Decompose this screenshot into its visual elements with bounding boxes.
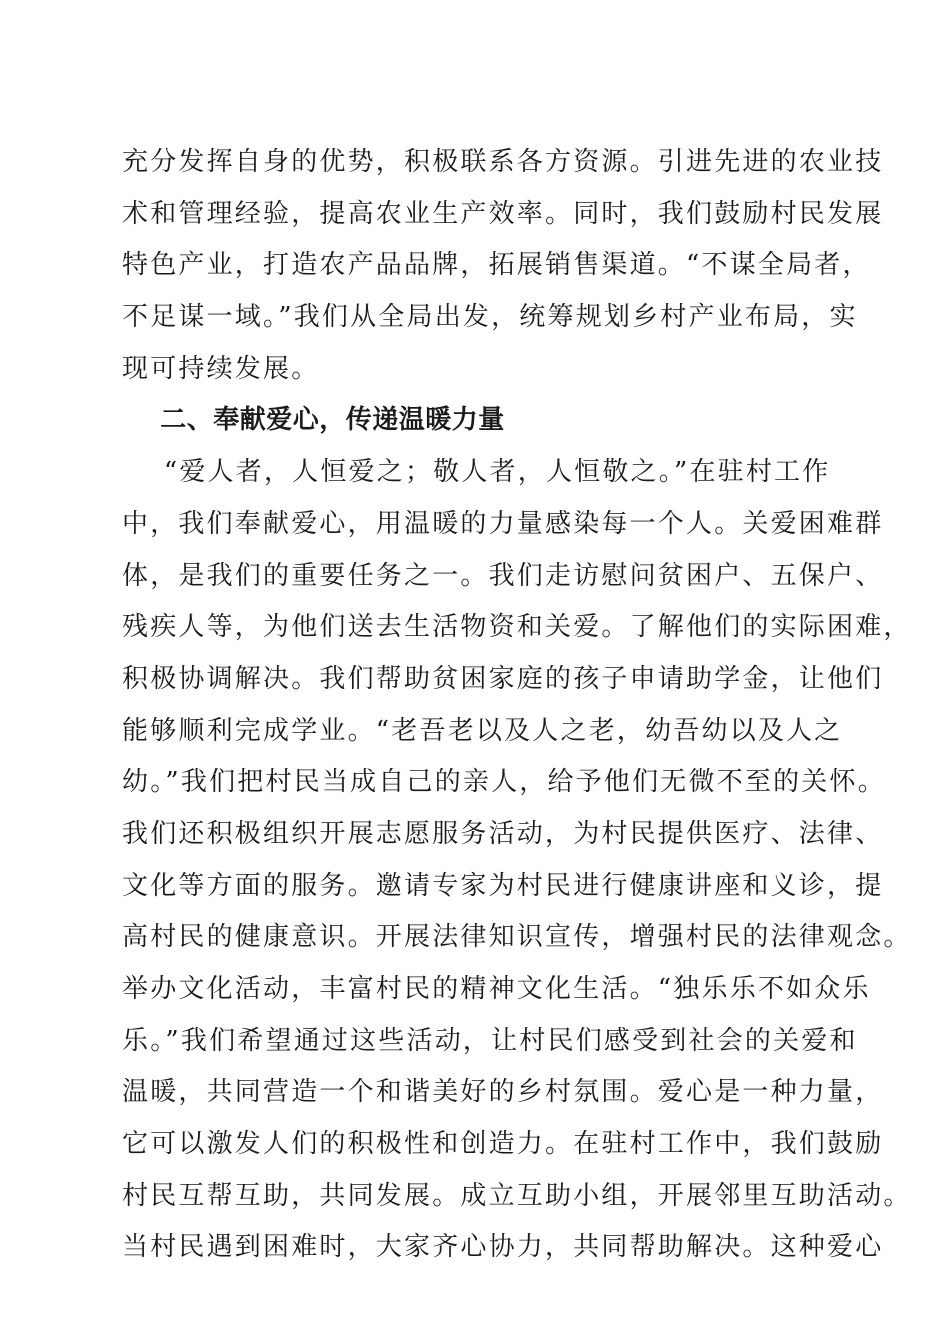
text-line: 中，我们奉献爱心，用温暖的力量感染每一个人。关爱困难群	[122, 508, 884, 539]
text-line: 特色产业，打造农产品品牌，拓展销售渠道。“不谋全局者，	[122, 250, 871, 281]
text-line: 当村民遇到困难时，大家齐心协力，共同帮助解决。这种爱心	[122, 1232, 884, 1263]
text-line: 积极协调解决。我们帮助贫困家庭的孩子申请助学金，让他们	[122, 663, 884, 694]
text-line: “爱人者，人恒爱之；敬人者，人恒敬之。”在驻村工作	[122, 457, 831, 488]
body-text	[122, 137, 912, 1274]
text-line: 它可以激发人们的积极性和创造力。在驻村工作中，我们鼓励	[122, 1129, 884, 1160]
text-line: 不足谋一域。”我们从全局出发，统筹规划乡村产业布局，实	[122, 302, 858, 333]
text-line: 温暖，共同营造一个和谐美好的乡村氛围。爱心是一种力量，	[122, 1077, 884, 1108]
text-line: 充分发挥自身的优势，积极联系各方资源。引进先进的农业技	[122, 147, 884, 177]
text-line: 现可持续发展。	[122, 353, 320, 384]
section-heading: 二、奉献爱心，传递温暖力量	[122, 405, 505, 436]
text-line: 举办文化活动，丰富村民的精神文化生活。“独乐乐不如众乐	[122, 974, 871, 1004]
text-line: 幼。”我们把村民当成自己的亲人，给予他们无微不至的关怀。	[122, 767, 886, 798]
text-line: 术和管理经验，提高农业生产效率。同时，我们鼓励村民发展	[122, 198, 884, 229]
text-line: 体，是我们的重要任务之一。我们走访慰问贫困户、五保户、	[122, 560, 884, 591]
text-line: 高村民的健康意识。开展法律知识宣传，增强村民的法律观念。	[122, 922, 912, 953]
text-line: 乐。”我们希望通过这些活动，让村民们感受到社会的关爱和	[122, 1025, 858, 1056]
text-line: 能够顺利完成学业。“老吾老以及人之老，幼吾幼以及人之	[122, 715, 843, 746]
text-line: 村民互帮互助，共同发展。成立互助小组，开展邻里互助活动。	[122, 1180, 912, 1211]
text-line: 我们还积极组织开展志愿服务活动，为村民提供医疗、法律、	[122, 818, 884, 849]
text-line: 残疾人等，为他们送去生活物资和关爱。了解他们的实际困难，	[122, 612, 912, 643]
text-line: 文化等方面的服务。邀请专家为村民进行健康讲座和义诊，提	[122, 870, 884, 901]
